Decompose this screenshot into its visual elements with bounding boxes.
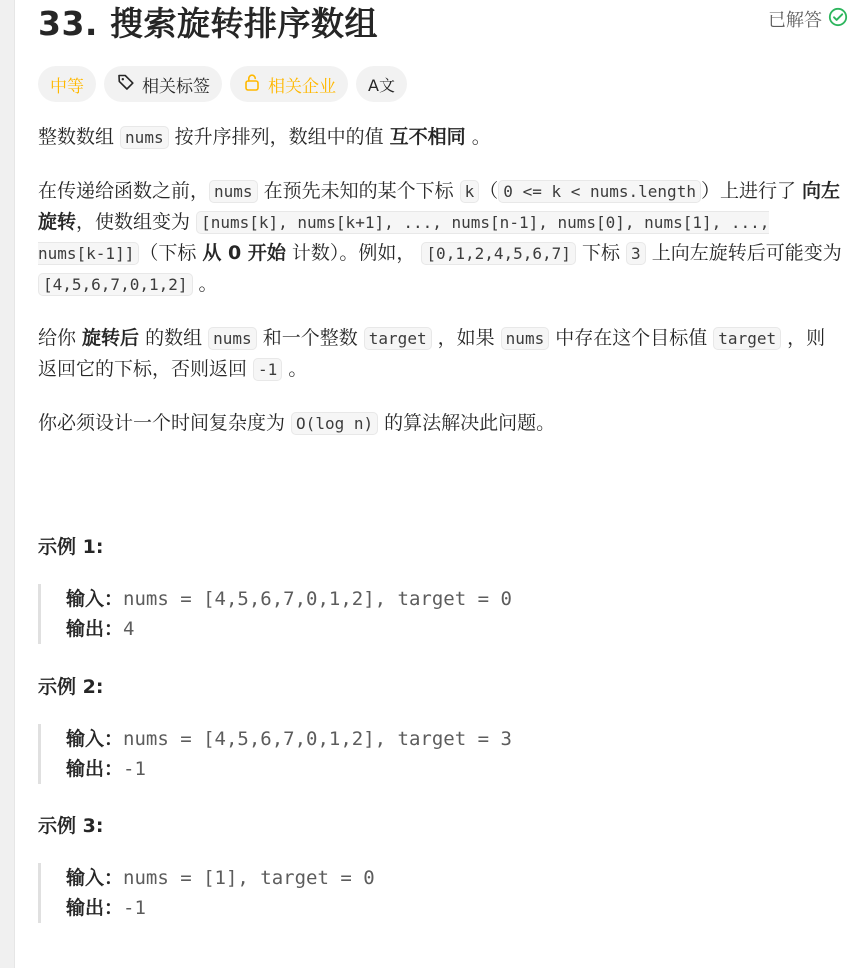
example-2-output-line xyxy=(66,754,738,784)
text: 你必须设计一个时间复杂度为 xyxy=(38,412,292,434)
input-label: 输入： xyxy=(66,867,124,889)
inline-code: 0 <= k < nums.length xyxy=(498,180,701,203)
bold-text: 从 0 开始 xyxy=(202,242,286,264)
text: 在预先未知的某个下标 xyxy=(257,180,460,202)
output-value: -1 xyxy=(123,758,146,780)
text: ，如果 xyxy=(431,327,501,349)
output-value: 4 xyxy=(123,618,135,640)
related-companies-button[interactable] xyxy=(230,66,348,102)
input-label: 输入： xyxy=(66,728,124,750)
lock-icon xyxy=(242,72,262,97)
difficulty-badge[interactable] xyxy=(38,66,96,102)
example-3-title: 示例 3: xyxy=(38,815,104,837)
input-label: 输入： xyxy=(66,588,124,610)
output-label: 输出： xyxy=(66,758,124,780)
output-label: 输出： xyxy=(66,897,124,919)
related-topics-button[interactable] xyxy=(104,66,222,102)
statement-paragraph-2 xyxy=(38,176,843,300)
page-title: 33. 搜索旋转排序数组 xyxy=(38,4,378,43)
text: ，则返回它的下标，否则返回 xyxy=(38,327,826,380)
inline-code: -1 xyxy=(253,358,282,381)
inline-code: 3 xyxy=(626,242,646,265)
example-2-block xyxy=(38,724,738,784)
example-3-block xyxy=(38,863,738,923)
example-1-title: 示例 1: xyxy=(38,536,104,558)
inline-code: [nums[k], nums[k+1], ..., nums[n-1], nums[0], nums[1], ..., nums[k-1]] xyxy=(38,213,770,263)
difficulty-label: 中等 xyxy=(50,76,84,97)
inline-code: O(log n) xyxy=(291,412,378,435)
text: 按升序排列，数组中的值 xyxy=(168,126,390,148)
text: 的数组 xyxy=(139,327,209,349)
tag-row xyxy=(38,66,407,102)
inline-code: target xyxy=(364,327,432,350)
translate-button[interactable] xyxy=(356,66,407,102)
text: 整数数组 xyxy=(38,126,121,148)
example-3-input-line xyxy=(66,863,738,893)
text: 。 xyxy=(282,358,308,380)
inline-code: nums xyxy=(120,126,169,149)
tag-icon xyxy=(116,72,136,97)
input-value: nums = [4,5,6,7,0,1,2], target = 0 xyxy=(123,588,512,610)
example-2-title: 示例 2: xyxy=(38,676,104,698)
inline-code: target xyxy=(713,327,781,350)
example-1-input-line xyxy=(66,584,738,614)
text: 给你 xyxy=(38,327,83,349)
text: 在传递给函数之前， xyxy=(38,180,210,202)
inline-code: nums xyxy=(501,327,550,350)
related-topics-label: 相关标签 xyxy=(142,76,210,97)
bold-text: 互不相同 xyxy=(389,126,466,148)
problem-statement xyxy=(38,122,843,462)
text: 中存在这个目标值 xyxy=(549,327,714,349)
bold-text: 向左旋转 xyxy=(38,180,841,233)
text: ，使数组变为 xyxy=(76,211,197,233)
input-value: nums = [4,5,6,7,0,1,2], target = 3 xyxy=(123,728,512,750)
statement-paragraph-4 xyxy=(38,408,843,439)
text: 计数）。例如， xyxy=(285,242,422,264)
example-2-input-line xyxy=(66,724,738,754)
inline-code: nums xyxy=(208,327,257,350)
inline-code: k xyxy=(460,180,480,203)
output-label: 输出： xyxy=(66,618,124,640)
text: （ xyxy=(479,180,499,202)
text: 。 xyxy=(465,126,491,148)
text: 的算法解决此问题。 xyxy=(378,412,556,434)
example-3-output-line xyxy=(66,893,738,923)
text: 下标 xyxy=(575,242,627,264)
solved-label: 已解答 xyxy=(768,10,822,31)
text: 上向左旋转后可能变为 xyxy=(645,242,842,264)
inline-code: nums xyxy=(209,180,258,203)
check-circle-icon xyxy=(828,7,848,32)
input-value: nums = [1], target = 0 xyxy=(123,867,375,889)
statement-paragraph-1 xyxy=(38,122,843,153)
example-1-output-line xyxy=(66,614,738,644)
example-1-block xyxy=(38,584,738,644)
left-panel-edge xyxy=(0,0,15,968)
inline-code: [0,1,2,4,5,6,7] xyxy=(421,242,576,265)
statement-paragraph-3 xyxy=(38,323,843,385)
text: ）上进行了 xyxy=(700,180,802,202)
output-value: -1 xyxy=(123,897,146,919)
text: 。 xyxy=(192,273,218,295)
bold-text: 旋转后 xyxy=(82,327,140,349)
text: （下标 xyxy=(139,242,203,264)
related-companies-label: 相关企业 xyxy=(268,76,336,97)
translate-icon: A文 xyxy=(368,75,395,95)
solved-status xyxy=(768,6,848,32)
text: 和一个整数 xyxy=(256,327,364,349)
inline-code: [4,5,6,7,0,1,2] xyxy=(38,273,193,296)
